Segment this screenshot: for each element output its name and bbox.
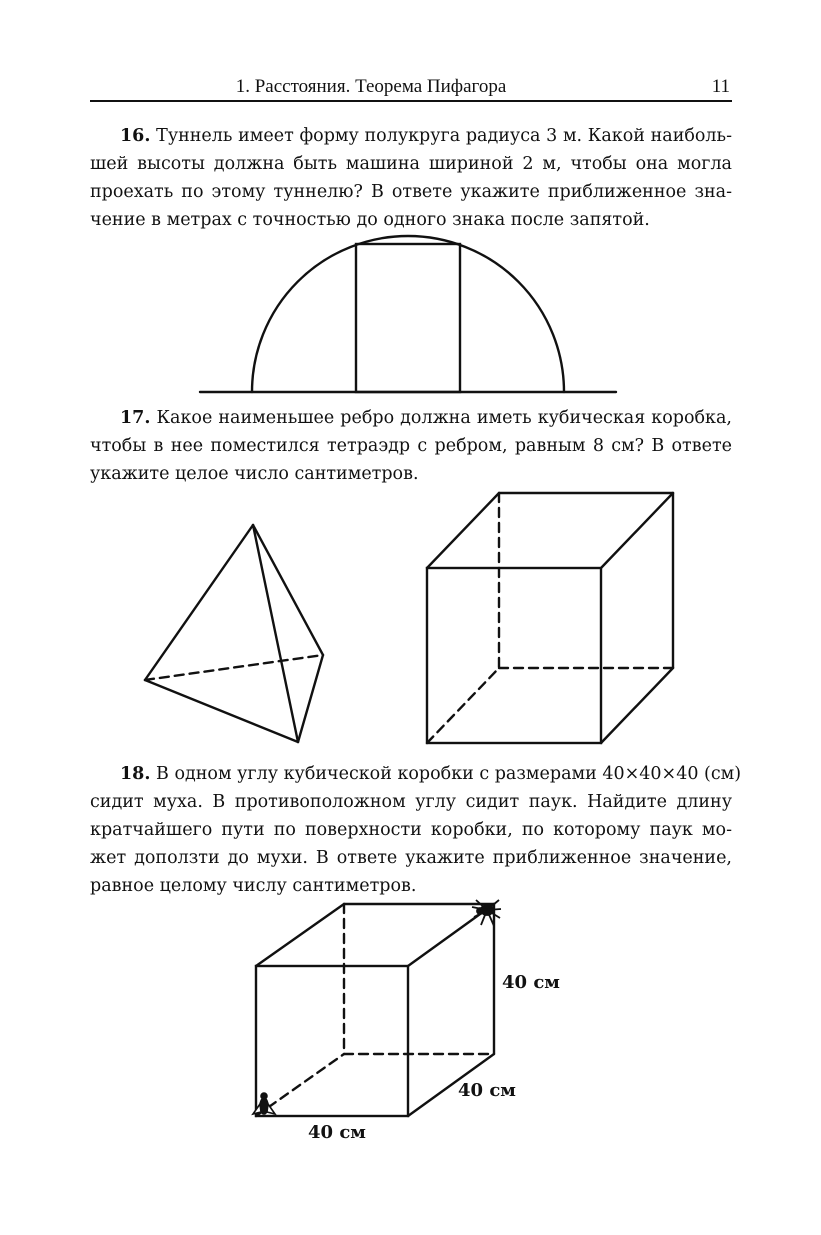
page-number: 11: [711, 76, 730, 97]
tetra-edge: [298, 655, 323, 742]
problem-17-line-1: 17. Какое наименьшее ребро должна иметь кубическая коробка,: [120, 408, 732, 428]
cube-edge: [601, 493, 673, 568]
vehicle-rectangle: [356, 244, 460, 392]
tetra-edge: [253, 525, 323, 655]
tunnel-figure: [200, 236, 616, 392]
problem-16-line-2: шей высоты должна быть машина шириной 2 м, чтобы она могла: [90, 154, 732, 174]
semicircle-arc: [252, 236, 564, 392]
label-width: 40 см: [308, 1122, 366, 1143]
box-front-face: [256, 966, 408, 1116]
label-height: 40 см: [502, 972, 560, 993]
problem-17-line-2: чтобы в нее поместился тетраэдр с ребром, равным 8 см? В ответе: [90, 436, 732, 456]
cube-figure: [427, 493, 673, 743]
problem-18-line-2: сидит муха. В противоположном углу сидит паук. Найдите длину: [90, 792, 732, 812]
problem-18-line-3: кратчайшего пути по поверхности коробки, по которому паук мо-: [90, 820, 732, 840]
problem-18-line-4: жет доползти до мухи. В ответе укажите приближенное значение,: [90, 848, 732, 868]
tetra-edge: [145, 525, 253, 680]
tetra-edge: [253, 525, 298, 742]
problem-17-line-3: укажите целое число сантиметров.: [90, 464, 419, 484]
problem-16-number: 16.: [120, 126, 151, 146]
cube-hidden-edge: [427, 668, 499, 743]
problem-16-line-1: 16. Туннель имеет форму полукруга радиуса 3 м. Какой наиболь-: [120, 126, 732, 146]
cube-edge: [601, 668, 673, 743]
cube-edge: [427, 493, 499, 568]
problem-16-line-3: проехать по этому туннелю? В ответе укажите приближенное зна-: [90, 182, 732, 202]
problem-18-number: 18.: [120, 764, 151, 784]
problem-16-line-4: чение в метрах с точностью до одного знака после запятой.: [90, 210, 650, 230]
tetrahedron-figure: [145, 525, 323, 742]
tetra-edge: [145, 680, 298, 742]
problem-18-line-5: равное целому числу сантиметров.: [90, 876, 417, 896]
problem-18-line-1: 18. В одном углу кубической коробки с размерами 40×40×40 (см): [120, 764, 742, 784]
box-edge: [256, 904, 344, 966]
problem-17-number: 17.: [120, 408, 151, 428]
chapter-title: 1. Расстояния. Теорема Пифагора: [235, 76, 507, 97]
tetra-hidden-edge: [145, 655, 323, 680]
label-depth: 40 см: [458, 1080, 516, 1101]
